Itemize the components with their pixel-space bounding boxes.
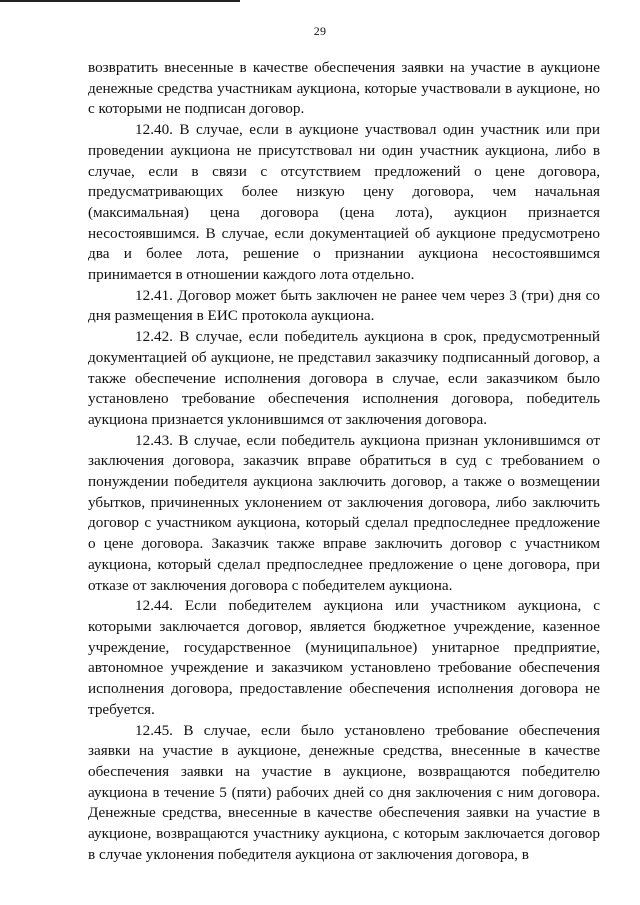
document-body [88,58,600,865]
paragraph-12-44: 12.44. Если победителем аукциона или участником аукциона, с которыми заключается договор, является бюджетное учреждение, казенное учреждение, государственное (муниципальное) унитарное предприятие, автономное учреждение и заказчиком установлено требование обеспечения исполнения договора, предоставление обеспечения исполнения договора не требуется. [88,597,600,718]
paragraph-12-45: 12.45. В случае, если было установлено требование обеспечения заявки на участие в аукционе, денежные средства, внесенные в качестве обеспечения заявки на участие в аукционе, возвращаются победителю аукциона в течение 5 (пяти) рабочих дней со дня заключения с ним договора. Денежные средства, внесенные в качестве обеспечения заявки на участие в аукционе, возвращаются участнику аукциона, с которым заключается договор в случае уклонения победителя аукциона от заключения договора, в [88,721,600,863]
paragraph-12-40: 12.40. В случае, если в аукционе участвовал один участник или при проведении аукциона не присутствовал ни один участник аукциона, либо в случае, если в связи с отсутствием предложений о цене договора, предусматривающих более низкую цену договора, чем начальная (максимальная) цена договора (цена лота), аукцион признается несостоявшимся. В случае, если документацией об аукционе предусмотрено два и более лота, решение о признании аукциона несостоявшимся принимается в отношении каждого лота отдельно. [88,121,600,284]
paragraph-continuation: возвратить внесенные в качестве обеспечения заявки на участие в аукционе денежные средства участникам аукциона, которые участвовали в аукционе, но с которыми не подписан договор. [88,59,600,118]
paragraph-12-41: 12.41. Договор может быть заключен не ранее чем через 3 (три) дня со дня размещения в ЕИС протокола аукциона. [88,286,600,325]
page-number: 29 [313,24,327,38]
paragraph-12-42: 12.42. В случае, если победитель аукциона в срок, предусмотренный документацией об аукционе, не представил заказчику подписанный договор, а также обеспечение исполнения договора в случае, если заказчиком было установлено требование обеспечения исполнения договора, победитель аукциона признается уклонившимся от заключения договора. [88,328,600,428]
paragraph-12-43: 12.43. В случае, если победитель аукциона признан уклонившимся от заключения договора, заказчик вправе обратиться в суд с требованием о понуждении победителя аукциона заключить договор, а также о возмещении убытков, причиненных уклонением от заключения договора, либо заключить договор с участником аукциона, который сделал предпоследнее предложение о цене договора. Заказчик также вправе заключить договор с участником аукциона, который сделал предпоследнее предложение о цене договора, при отказе от заключения договора с победителем аукциона. [88,431,600,594]
top-edge-line [0,0,240,2]
